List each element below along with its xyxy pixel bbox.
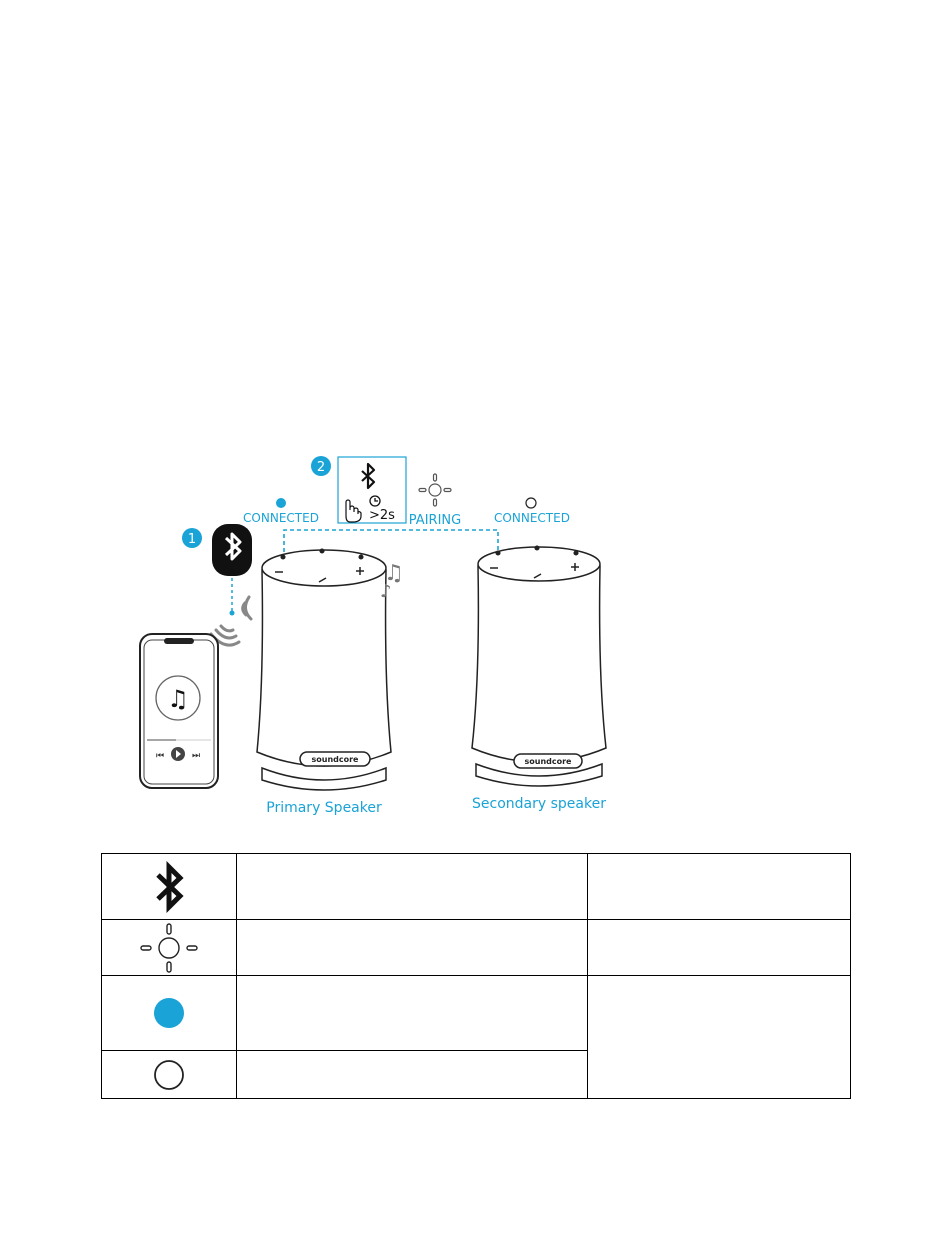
secondary-speaker [472, 547, 606, 786]
signal-waves-icon [211, 597, 251, 645]
icon-cell [102, 976, 237, 1051]
icon-cell [102, 854, 237, 920]
bluetooth-icon [152, 859, 186, 915]
bluetooth-badge-icon [212, 524, 252, 576]
next-track-icon: ⏭ [191, 751, 201, 761]
icon-cell [102, 920, 237, 976]
connected-white-dot [526, 498, 536, 508]
pairing-status-label: PAIRING [408, 513, 462, 528]
step-2-number: 2 [316, 460, 326, 475]
pairing-light-icon [137, 921, 201, 975]
table-row [102, 976, 851, 1051]
white-outline-light-icon [151, 1057, 187, 1093]
music-note-icon: ♫ [167, 685, 189, 713]
light-indicator-table [101, 853, 851, 1099]
icon-cell [102, 1051, 237, 1099]
primary-status-label: CONNECTED [243, 511, 319, 525]
svg-text:♪: ♪ [380, 581, 392, 602]
secondary-status-label: CONNECTED [494, 511, 570, 525]
svg-text:♫: ♫ [384, 561, 404, 586]
secondary-speaker-caption: Secondary speaker [472, 796, 606, 812]
primary-speaker-logo: soundcore [311, 755, 359, 764]
table-row [102, 854, 851, 920]
step-1-number: 1 [187, 532, 197, 547]
note-cell [588, 976, 851, 1099]
connection-dashed-line [284, 530, 498, 552]
description-cell [237, 920, 588, 976]
description-cell [237, 854, 588, 920]
pairing-light-icon [419, 474, 451, 506]
description-cell [237, 976, 588, 1051]
previous-track-icon: ⏮ [155, 751, 165, 761]
smartphone-illustration [140, 634, 218, 788]
hold-duration-text: >2s [369, 508, 395, 523]
primary-speaker-caption: Primary Speaker [266, 800, 382, 816]
secondary-speaker-logo: soundcore [524, 757, 572, 766]
music-notes-icon [380, 561, 404, 602]
connected-blue-dot [276, 498, 286, 508]
note-cell [588, 854, 851, 920]
note-cell [588, 920, 851, 976]
description-cell [237, 1051, 588, 1099]
table-row [102, 920, 851, 976]
blue-filled-light-icon [151, 995, 187, 1031]
